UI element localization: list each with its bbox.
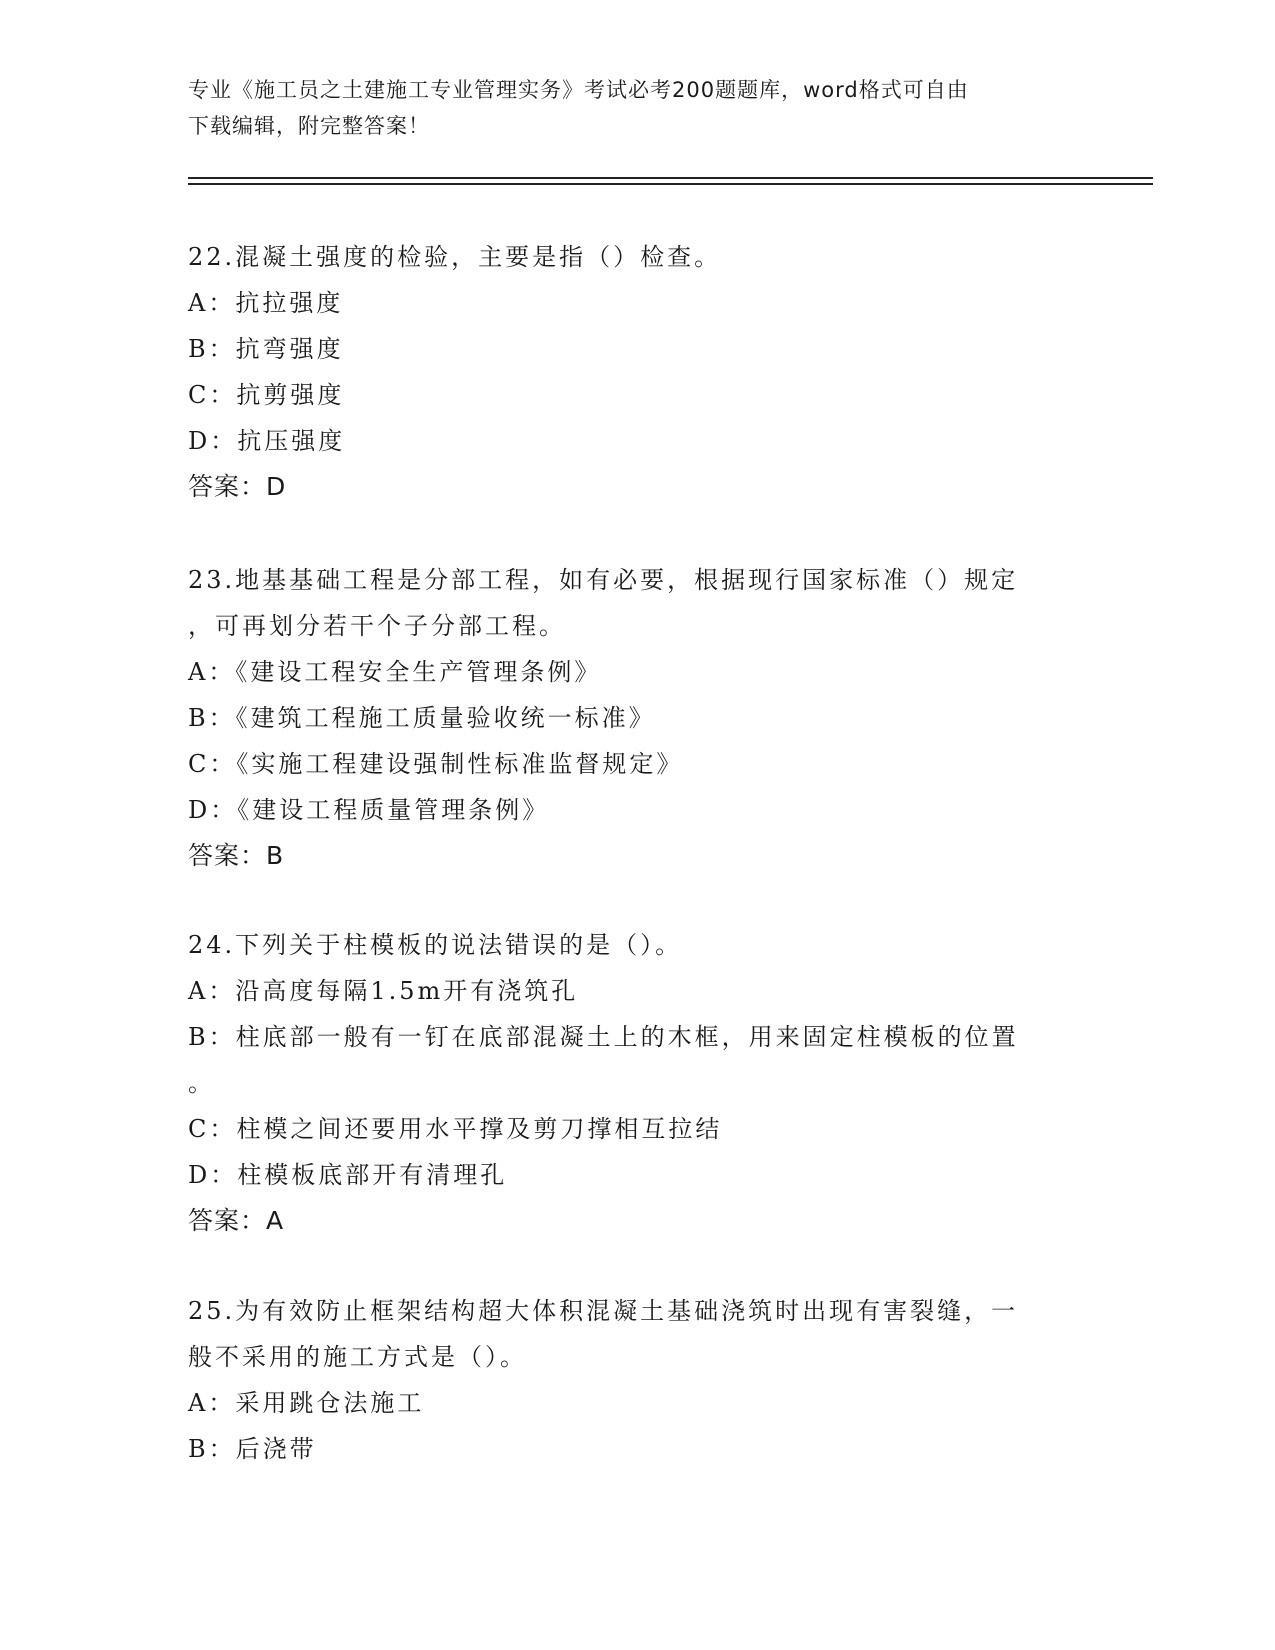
question-stem: 23.地基基础工程是分部工程，如有必要，根据现行国家标准（）规定 <box>188 566 1019 594</box>
answer-line: 答案：B <box>188 841 285 870</box>
option-b: B：后浇带 <box>188 1435 317 1463</box>
question-23 <box>188 557 1088 879</box>
option-a: A：《建设工程安全生产管理条例》 <box>188 658 602 686</box>
option-b: B：《建筑工程施工质量验收统一标准》 <box>188 704 656 732</box>
header-divider-top <box>188 177 1153 179</box>
header-line-1: 专业《施工员之土建施工专业管理实务》考试必考200题题库，word格式可自由 <box>188 78 969 102</box>
question-stem-continued: 般不采用的施工方式是（）。 <box>188 1343 527 1371</box>
option-c: C：抗剪强度 <box>188 381 345 409</box>
option-d: D：柱模板底部开有清理孔 <box>188 1161 508 1189</box>
option-a: A：抗拉强度 <box>188 289 344 317</box>
question-24 <box>188 922 1088 1244</box>
option-b-continued: 。 <box>188 1069 215 1097</box>
option-a: A：沿高度每隔1.5m开有浇筑孔 <box>188 977 579 1005</box>
option-d: D：抗压强度 <box>188 427 346 455</box>
answer-line: 答案：A <box>188 1206 285 1235</box>
question-22 <box>188 234 1088 510</box>
option-a: A：采用跳仓法施工 <box>188 1389 425 1417</box>
document-header <box>188 72 1088 144</box>
option-c: C：柱模之间还要用水平撑及剪刀撑相互拉结 <box>188 1115 723 1143</box>
option-d: D：《建设工程质量管理条例》 <box>188 796 550 824</box>
option-b: B：抗弯强度 <box>188 335 344 363</box>
answer-line: 答案：D <box>188 472 287 501</box>
option-b: B：柱底部一般有一钉在底部混凝土上的木框，用来固定柱模板的位置 <box>188 1023 1019 1051</box>
header-line-2: 下载编辑，附完整答案！ <box>188 114 430 138</box>
question-stem: 25.为有效防止框架结构超大体积混凝土基础浇筑时出现有害裂缝，一 <box>188 1297 1019 1325</box>
question-stem: 22.混凝土强度的检验，主要是指（）检查。 <box>188 243 722 271</box>
question-stem-continued: ，可再划分若干个子分部工程。 <box>188 612 566 640</box>
question-stem: 24.下列关于柱模板的说法错误的是（）。 <box>188 931 683 959</box>
option-c: C：《实施工程建设强制性标准监督规定》 <box>188 750 684 778</box>
question-25 <box>188 1288 1088 1472</box>
header-divider-bottom <box>188 183 1153 185</box>
